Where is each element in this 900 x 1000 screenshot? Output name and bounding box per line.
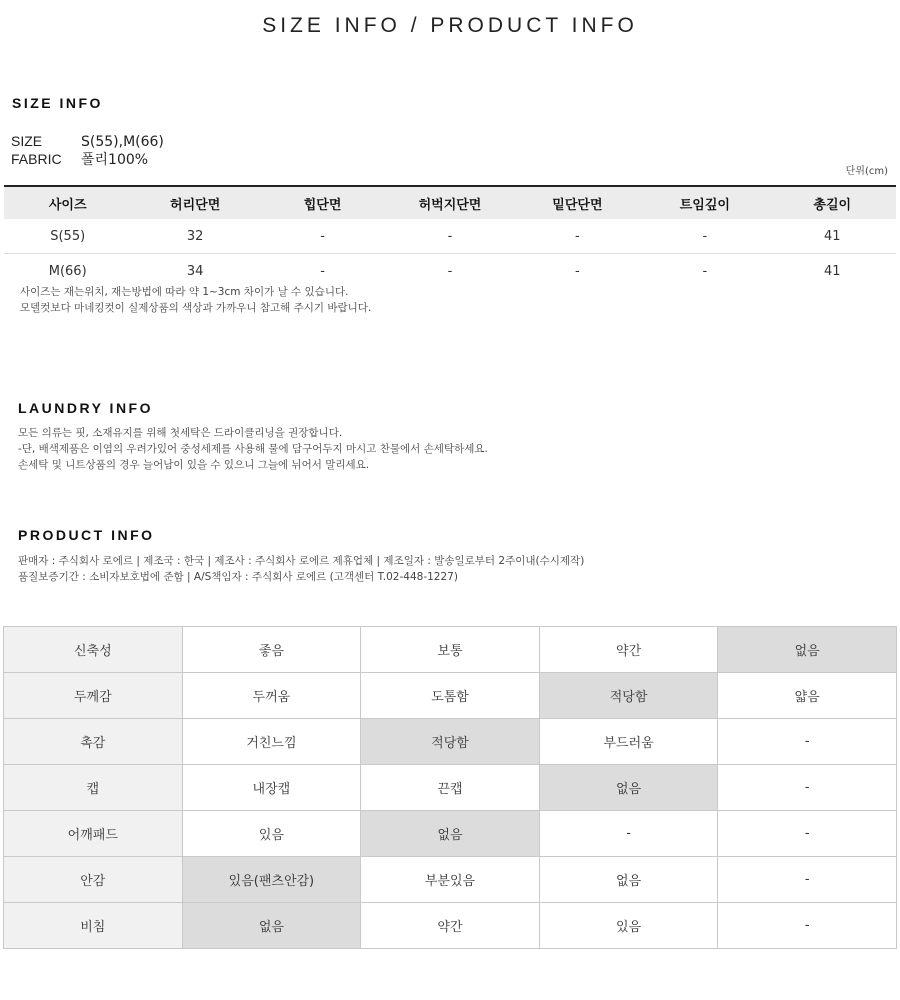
page-title: SIZE INFO / PRODUCT INFO: [262, 14, 638, 37]
table-cell: -: [641, 219, 768, 254]
evaluation-row-label: 두께감: [4, 673, 183, 719]
evaluation-row-label: 신축성: [4, 627, 183, 673]
evaluation-row-label: 캡: [4, 765, 183, 811]
evaluation-option: 끈캡: [361, 765, 540, 811]
table-cell: -: [259, 219, 386, 254]
size-note: 모델컷보다 마네킹컷이 실제상품의 색상과 가까우니 참고해 주시기 바랍니다.: [20, 302, 372, 314]
size-info-heading: SIZE INFO: [12, 95, 103, 111]
evaluation-option: -: [718, 811, 897, 857]
evaluation-option: 두꺼움: [182, 673, 361, 719]
evaluation-row-label: 안감: [4, 857, 183, 903]
size-notes: [20, 284, 371, 316]
evaluation-option: -: [539, 811, 718, 857]
laundry-line: -단, 배색제품은 이염의 우려가있어 중성세제를 사용해 물에 담구어두지 마시고 찬물에서 손세탁하세요.: [18, 443, 488, 455]
size-table-header-cell: 트임깊이: [641, 186, 768, 219]
table-cell: -: [702, 263, 708, 279]
evaluation-option-selected: 있음(팬츠안감): [182, 857, 361, 903]
table-cell: -: [575, 263, 580, 279]
evaluation-row: [4, 627, 897, 673]
evaluation-row-label: 어깨패드: [4, 811, 183, 857]
evaluation-option: 있음: [539, 903, 718, 949]
evaluation-option: 약간: [361, 903, 540, 949]
evaluation-option: 약간: [539, 627, 718, 673]
table-cell: -: [447, 263, 453, 279]
evaluation-option: 거친느낌: [182, 719, 361, 765]
evaluation-option: 부드러움: [539, 719, 718, 765]
evaluation-option-selected: 적당함: [539, 673, 718, 719]
evaluation-option: -: [718, 903, 897, 949]
evaluation-option: -: [718, 719, 897, 765]
evaluation-option: 보통: [361, 627, 540, 673]
evaluation-option: 좋음: [182, 627, 361, 673]
table-cell: -: [514, 219, 641, 254]
evaluation-row: [4, 857, 897, 903]
size-table-header-cell: 허벅지단면: [386, 186, 513, 219]
evaluation-row: [4, 719, 897, 765]
table-cell: 32: [131, 219, 258, 254]
evaluation-option: 내장캡: [182, 765, 361, 811]
evaluation-row: [4, 903, 897, 949]
evaluation-option: 있음: [182, 811, 361, 857]
evaluation-option-selected: 없음: [718, 627, 897, 673]
table-cell: 41: [769, 219, 896, 254]
size-note: 사이즈는 재는위치, 재는방법에 따라 약 1~3cm 차이가 날 수 있습니다.: [20, 286, 349, 298]
evaluation-option-selected: 적당함: [361, 719, 540, 765]
size-label: SIZE: [11, 133, 43, 149]
evaluation-option: 없음: [539, 857, 718, 903]
fabric-label: FABRIC: [11, 151, 62, 167]
laundry-line: 모든 의류는 핏, 소재유지를 위해 첫세탁은 드라이클리닝을 권장합니다.: [18, 427, 343, 439]
product-evaluation-table: [3, 626, 897, 949]
fabric-value: 폴리100%: [81, 152, 149, 168]
evaluation-option: 부분있음: [361, 857, 540, 903]
evaluation-option-selected: 없음: [361, 811, 540, 857]
size-table-header-cell: 밑단단면: [514, 186, 641, 219]
table-row: [4, 219, 896, 254]
evaluation-option: -: [718, 765, 897, 811]
size-spec: [11, 133, 164, 150]
evaluation-row-label: 촉감: [4, 719, 183, 765]
product-notes: [18, 553, 584, 585]
size-table: [4, 185, 896, 288]
table-row: [4, 254, 896, 289]
evaluation-option: 얇음: [718, 673, 897, 719]
evaluation-option: -: [718, 857, 897, 903]
unit-label: 단위(cm): [845, 166, 888, 177]
evaluation-option-selected: 없음: [539, 765, 718, 811]
laundry-line: 손세탁 및 니트상품의 경우 늘어남이 있을 수 있으니 그늘에 뉘어서 말리세요.: [18, 459, 370, 471]
fabric-spec: [11, 149, 148, 169]
size-table-header: [4, 186, 896, 219]
table-cell: -: [320, 263, 325, 279]
size-table-header-cell: 허리단면: [131, 186, 258, 219]
table-cell: S(55): [4, 219, 131, 254]
size-table-header-cell: 총길이: [769, 186, 896, 219]
product-line: 품질보증기간 : 소비자보호법에 준함 | A/S책임자 : 주식회사 로에르 (고객센터 T.02-448-1227): [18, 571, 458, 583]
table-cell: 34: [186, 263, 204, 279]
evaluation-option: 도톰함: [361, 673, 540, 719]
table-cell: M(66): [48, 263, 87, 279]
evaluation-row: [4, 811, 897, 857]
product-line: 판매자 : 주식회사 로에르 | 제조국 : 한국 | 제조사 : 주식회사 로에르 제휴업체 | 제조일자 : 발송일로부터 2주이내(수시제작): [18, 555, 585, 567]
size-table-header-cell: 힙단면: [259, 186, 386, 219]
size-value: S(55),M(66): [81, 134, 164, 150]
laundry-notes: [18, 425, 488, 473]
laundry-info-heading: LAUNDRY INFO: [18, 400, 153, 416]
product-info-heading: PRODUCT INFO: [18, 527, 155, 543]
size-table-header-cell: 사이즈: [4, 186, 131, 219]
evaluation-row: [4, 673, 897, 719]
evaluation-option-selected: 없음: [182, 903, 361, 949]
evaluation-row-label: 비침: [4, 903, 183, 949]
table-cell: -: [386, 219, 513, 254]
table-cell: 41: [823, 263, 841, 279]
evaluation-row: [4, 765, 897, 811]
